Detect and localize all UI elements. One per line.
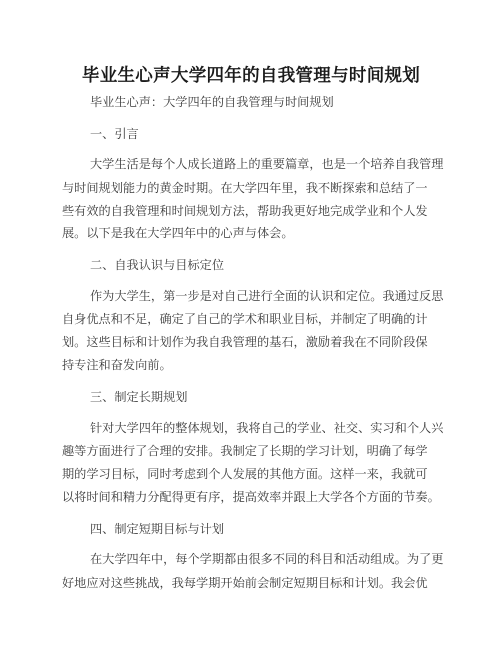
- paragraph-line: 与时间规划能力的黄金时期。在大学四年里，我不断探索和总结了一: [62, 181, 428, 195]
- document-title: 毕业生心声大学四年的自我管理与时间规划: [81, 66, 421, 86]
- paragraph-line: 在大学四年中，每个学期都由很多不同的科目和活动组成。为了更: [90, 552, 444, 566]
- paragraph-line: 针对大学四年的整体规划，我将自己的学业、社交、实习和个人兴: [90, 421, 444, 435]
- section-heading: 二、自我认识与目标定位: [90, 258, 225, 272]
- paragraph-line: 大学生活是每个人成长道路上的重要篇章，也是一个培养自我管理: [90, 157, 444, 171]
- paragraph-line: 些有效的自我管理和时间规划方法，帮助我更好地完成学业和个人发: [62, 204, 428, 218]
- paragraph-line: 好地应对这些挑战，我每学期开始前会制定短期目标和计划。我会优: [62, 576, 428, 590]
- section-heading: 四、制定短期目标与计划: [90, 522, 225, 536]
- paragraph-line: 划。这些目标和计划作为我自我管理的基石，激励着我在不同阶段保: [62, 335, 428, 349]
- section-heading: 一、引言: [90, 127, 139, 141]
- paragraph-line: 自身优点和不足，确定了自己的学术和职业目标，并制定了明确的计: [62, 312, 428, 326]
- paragraph-line: 趣等方面进行了合理的安排。我制定了长期的学习计划，明确了每学: [62, 444, 428, 458]
- document-subtitle: 毕业生心声：大学四年的自我管理与时间规划: [90, 95, 334, 109]
- paragraph-line: 期的学习目标，同时考虑到个人发展的其他方面。这样一来，我就可: [62, 467, 428, 481]
- paragraph-line: 持专注和奋发向前。: [62, 358, 172, 372]
- section-heading: 三、制定长期规划: [90, 390, 188, 404]
- paragraph-line: 展。以下是我在大学四年中的心声与体会。: [62, 226, 294, 240]
- paragraph-line: 作为大学生，第一步是对自己进行全面的认识和定位。我通过反思: [90, 289, 444, 303]
- paragraph-line: 以将时间和精力分配得更有序，提高效率并跟上大学各个方面的节奏。: [62, 490, 440, 504]
